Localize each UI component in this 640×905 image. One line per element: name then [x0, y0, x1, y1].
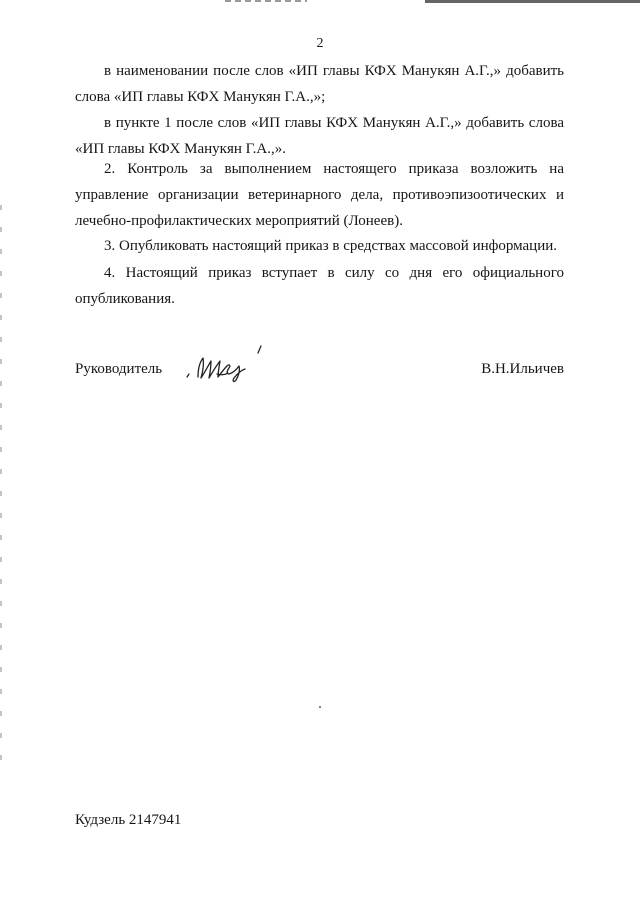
paragraph-line: лечебно-профилактических мероприятий (Лонеев).	[75, 213, 403, 229]
scan-artifact-top-right	[425, 0, 640, 3]
paragraph-line: в наименовании после слов «ИП главы КФХ Манукян А.Г.,» добавить	[104, 63, 564, 79]
scan-artifact-left-edge	[0, 205, 2, 765]
paragraph-line: слова «ИП главы КФХ Манукян Г.А.,»;	[75, 89, 326, 105]
scan-artifact-top-left	[225, 0, 307, 2]
paragraph-line: 3. Опубликовать настоящий приказ в средствах массовой информации.	[104, 238, 558, 254]
scan-artifact-dot	[319, 706, 321, 708]
page-number: 2	[316, 36, 324, 51]
paragraph-effective	[75, 260, 564, 312]
paragraph-line: 2. Контроль за выполнением настоящего приказа возложить на	[104, 161, 564, 177]
paragraph-line: 4. Настоящий приказ вступает в силу со дня его официального	[104, 265, 564, 281]
paragraph-amend-point-1	[75, 110, 564, 162]
paragraph-control	[75, 156, 564, 234]
handwritten-signature	[184, 343, 269, 385]
paragraph-line: опубликования.	[75, 291, 175, 307]
signatory-name: В.Н.Ильичев	[481, 361, 564, 377]
paragraph-line: управление организации ветеринарного дела, противоэпизоотических и	[75, 187, 564, 203]
paragraph-line: «ИП главы КФХ Манукян Г.А.,».	[75, 141, 286, 157]
paragraph-amend-name	[75, 58, 564, 110]
signatory-title: Руководитель	[75, 361, 163, 377]
paragraph-line: в пункте 1 после слов «ИП главы КФХ Манукян А.Г.,» добавить слова	[104, 115, 564, 131]
executor-note: Кудзель 2147941	[75, 812, 182, 828]
paragraph-publish	[75, 233, 564, 259]
